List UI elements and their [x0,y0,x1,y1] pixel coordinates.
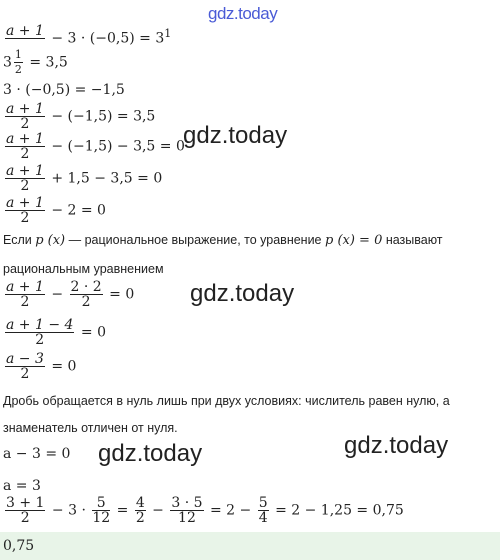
equation-13: $\frac{3 + 1}{2}$ − 3 · $\frac{5}{12}$ = $\frac{4}{2}$ − $\frac{3 \cdot 5}{12}$ = 2 − $\frac{5}{4}$ = 2 − 1,25 = 0,75 [6,495,404,526]
equation-10: $\frac{a - 3}{2}$ = 0 [6,351,77,382]
answer-value: 0,75 [3,538,35,554]
equation-6: $\frac{a + 1}{2}$ + 1,5 − 3,5 = 0 [6,163,163,194]
equation-1: a + 1 − $3 \cdot (-0,5) = 3^1$ [6,23,172,47]
equation-3: 3 · (−0,5) = −1,5 [3,82,125,98]
watermark-top: gdz.today [208,4,278,23]
equation-2: 3 $\frac{1}{2}$ = 3,5 [3,48,68,76]
equation-12: a = 3 [3,478,41,494]
watermark-3: gdz.today [344,432,449,459]
equation-9: $\frac{a + 1 - 4}{2}$ = 0 [6,317,106,348]
answer-bar [0,532,500,560]
equation-7: $\frac{a + 1}{2}$ − 2 = 0 [6,195,106,226]
definition-line-1: Если p (x) — рациональное выражение, то уравнение p (x) = 0 называют [3,233,443,248]
equation-11: a − 3 = 0 [3,446,71,462]
condition-line-1: Дробь обращается в нуль лишь при двух условиях: числитель равен нулю, а [3,394,450,408]
definition-line-2: рациональным уравнением [3,262,164,276]
condition-line-2: знаменатель отличен от нуля. [3,421,178,435]
watermark-4: gdz.today [98,440,203,467]
equation-4: $\frac{a + 1}{2}$ − (−1,5) = 3,5 [6,101,156,132]
equation-8: $\frac{a + 1}{2}$ − $\frac{2 \cdot 2}{2}$ = 0 [6,279,135,310]
watermark-2: gdz.today [190,280,295,307]
equation-5: $\frac{a + 1}{2}$ − (−1,5) − 3,5 = 0 [6,131,185,162]
watermark-1: gdz.today [183,122,288,149]
